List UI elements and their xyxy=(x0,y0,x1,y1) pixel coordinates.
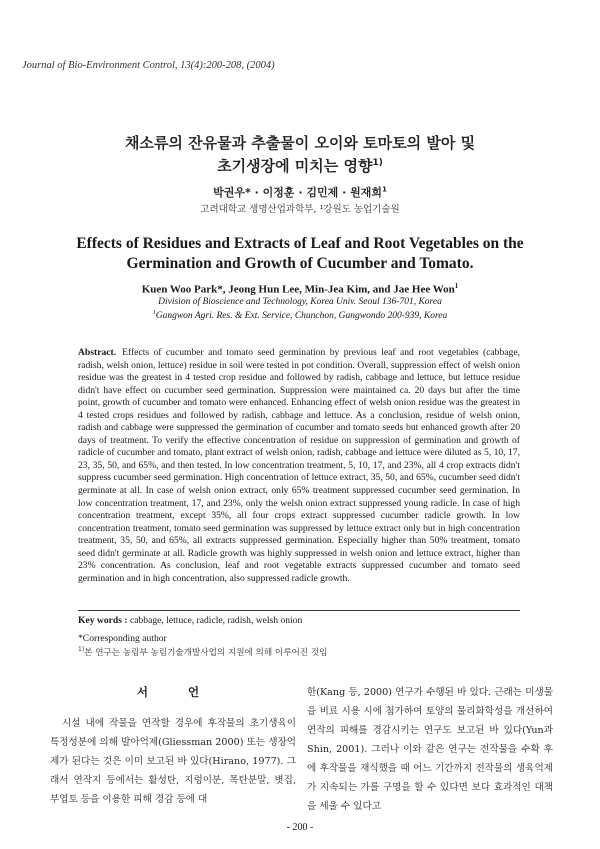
english-affiliation-2 xyxy=(0,310,600,321)
body-column-left: 시설 내에 작물을 연작할 경우에 후작물의 초기생육이 특정성분에 의해 발아억제(Gliessman 2000) 또는 생장억제가 된다는 것은 이미 보고된 바 있다(Hirano, 1977). 그래서 연작지 등에서는 활성탄, 지렁이분, 목탄분말, 볏집, 부엽토 등을 이용한 피해 경감 등에 대 xyxy=(50,718,296,805)
section-heading-introduction: 서 언 xyxy=(136,685,218,699)
korean-authors xyxy=(0,184,600,200)
corresponding-author-note: *Corresponding author xyxy=(78,633,167,644)
korean-authors-footnote: 1 xyxy=(381,185,387,194)
abstract-divider xyxy=(78,610,520,611)
english-authors xyxy=(0,282,600,296)
english-authors-text: Kuen Woo Park*, Jeong Hun Lee, Min-Jea Kim, and Jae Hee Won xyxy=(141,283,455,296)
korean-affiliation: 고려대학교 생명산업과학부, ¹강원도 농업기술원 xyxy=(200,204,400,215)
body-column-right: 한(Kang 등, 2000) 연구가 수행된 바 있다. 근래는 미생물을 비료 시용 시에 첨가하여 토양의 물리화학성을 개선하여 연작의 피해를 경감시키는 연구도 보고된 바 있다(Yun과 Shin, 2001). 그러나 이와 같은 연구는 전작물을 수확 후에 후작물을 재식했을 때 어느 기간까지 전작물의 생육억제가 지속되는 가를 구명을 할 수 있다면 보다 효과적인 대책을 세울 수 있다고 xyxy=(307,687,553,812)
keywords-label: Key words : xyxy=(78,615,128,626)
funding-footnote-text: 본 연구는 농림부 농림기술개발사업의 지원에 의해 이루어진 것임 xyxy=(84,648,328,658)
abstract-text: Effects of cucumber and tomato seed germination by previous leaf and root vegetables (cabbage, radish, welsh onion, lettuce) residue in soil were tested in pot condition. Overall, suppression effect of welsh onion residue was the greatest in 4 tested crop residue and followed by radish, cabbage and lettuce, but lettuce residue didn't have effect on cucumber seed germination. Suppression were maintained ca. 20 days but after the time point, growth of cucumber and tomato were enhanced. Enhancing effect of welsh onion residue was the greatest in 4 tested crops residues and followed by radish, cabbage and lettuce. As a conclusion, residue of welsh onion, radish and cabbage were suppressed the germination of cucumber and tomato seeds but enhanced growth after 20 days of treatment. To verify the effective concentration of residue on suppression of germination and growth of radicle of cucumber and tomato, plant extract of welsh onion, radish, cabbage and lettuce were diluted as 5, 10, 17, 23, 35, 50, and 65%, and then tested. In low concentration treatment, 5, 10, 17, and 23%, all 4 crop extracts didn't suppress cucumber seed germination. High concentration of lettuce extract, 35, 50, and 65%, cucumber seed didn't germinate at all. In case of welsh onion extract, only 65% treatment suppressed cucumber seed germination. In low concentration treatment, 17, and 23%, only the welsh onion extract suppressed young radicle. In case of high concentration treatment, except 35%, all four crops extract suppressed cucumber radicle growth. In low concentration treatment, tomato seed germination was suppressed by lettuce extract only but in high concentration treatment, 35, 50, and 65%, all extracts suppressed germination. Especially higher than 50% treatment, tomato seed didn't germinate at all. Radicle growth was highly suppressed in welsh onion and lettuce extract, higher than 23% concentration. As conclusion, leaf and root vegetable extracts suppressed cucumber and tomato seed germination and in high concentration, also suppressed radicle growth. xyxy=(78,347,520,584)
english-affiliation-1: Division of Bioscience and Technology, Korea Univ. Seoul 136-701, Korea xyxy=(158,297,442,307)
korean-title-line-2 xyxy=(0,153,600,177)
korean-title-footnote-mark: 1) xyxy=(372,158,383,168)
korean-title-text: 초기생장에 미치는 영향 xyxy=(217,157,373,175)
english-authors-footnote: 1 xyxy=(454,282,459,290)
funding-footnote xyxy=(78,646,327,658)
journal-citation: Journal of Bio-Environment Control, 13(4):200-208, (2004) xyxy=(22,60,275,71)
keywords xyxy=(78,615,302,626)
funding-footnote-mark: 1) xyxy=(78,646,85,654)
english-title-line-1: Effects of Residues and Extracts of Leaf and Root Vegetables on the xyxy=(76,235,524,252)
keywords-text: cabbage, lettuce, radicle, radish, welsh onion xyxy=(129,615,303,626)
english-affiliation-2-mark: 1 xyxy=(152,310,156,316)
abstract-label: Abstract. xyxy=(78,347,117,358)
page-number: - 200 - xyxy=(286,822,314,833)
korean-title-line-1: 채소류의 잔유물과 추출물이 오이와 토마토의 발아 및 xyxy=(124,134,476,152)
abstract xyxy=(78,347,520,585)
english-affiliation-2-text: Gangwon Agri. Res. & Ext. Service, Chunchon, Gangwondo 200-939, Korea xyxy=(155,311,448,322)
korean-authors-text: 박권우* · 이정훈 · 김민제 · 원재희 xyxy=(213,186,382,199)
english-title-line-2: Germination and Growth of Cucumber and Tomato. xyxy=(126,255,474,272)
